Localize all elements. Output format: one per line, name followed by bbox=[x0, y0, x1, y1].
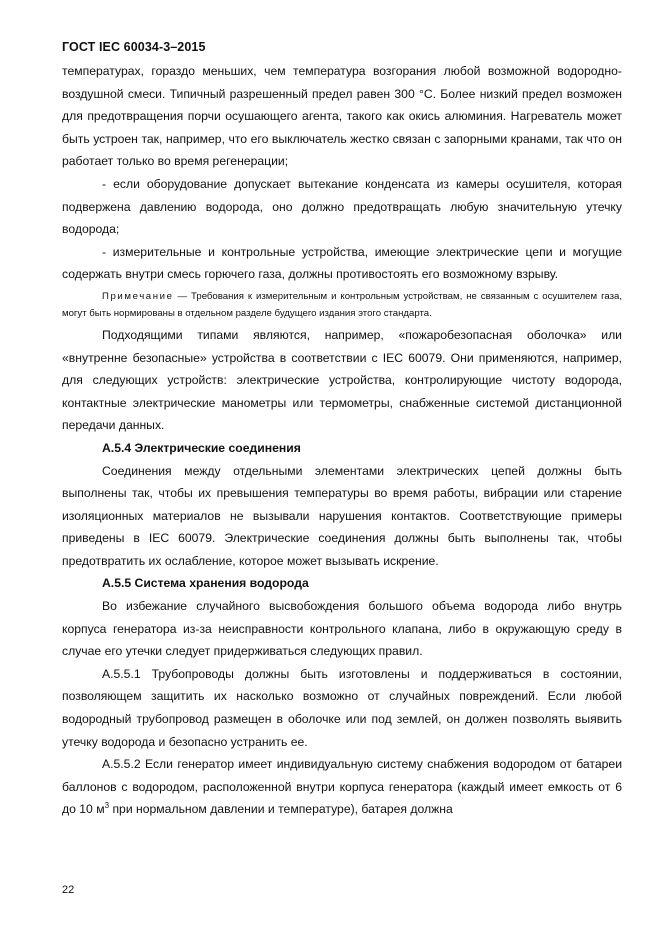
paragraph-7: А.5.5.1 Трубопроводы должны быть изготовлены и поддерживаться в состоянии, позволяющем защитить их насколько возможно от случайных повреждений. Если любой водородный трубопровод размещен в оболочке или под землей, он должен позволять выявить утечку водорода и безопасно устранить ее. bbox=[62, 666, 622, 749]
paragraph-2: - если оборудование допускает вытекание конденсата из камеры осушителя, которая подвержена давлению водорода, оно должно предотвращать любую значительную утечку водорода; bbox=[62, 176, 622, 237]
paragraph-4: Подходящими типами являются, например, «пожаробезопасная оболочка» или «внутренне безопасные» устройства в соответствии с IEC 60079. Они применяются, например, для следующих устройств: электрические устройства, контролирующие чистоту водорода, контактные электрические манометры или термометры, снабженные системой дистанционной передачи данных. bbox=[62, 327, 622, 433]
section-heading-a55: А.5.5 Система хранения водорода bbox=[102, 576, 309, 591]
note-label: Примечание bbox=[102, 290, 174, 302]
page-number: 22 bbox=[62, 884, 75, 896]
paragraph-8-text-b: при нормальном давлении и температуре), батарея должна bbox=[109, 802, 453, 817]
paragraph-8 bbox=[62, 753, 622, 821]
paragraph-8-text-a: А.5.5.2 Если генератор имеет индивидуальную систему снабжения водородом от батареи баллонов с водородом, расположенной внутри корпуса генератора (каждый имеет емкость от 6 до 10 м bbox=[62, 757, 622, 817]
note bbox=[62, 286, 622, 324]
note-text: — Требования к измерительным и контрольным устройствам, не связанным с осушителем газа, могут быть нормированы в отдельном разделе будущего издания этого стандарта. bbox=[62, 290, 622, 320]
paragraph-6: Во избежание случайного высвобождения большого объема водорода либо внутрь корпуса генератора из-за неисправности контрольного клапана, либо в окружающую среду в случае его утечки следует придерживаться следующих правил. bbox=[62, 599, 622, 659]
document-header: ГОСТ IEC 60034-3–2015 bbox=[62, 40, 206, 54]
paragraph-3: - измерительные и контрольные устройства, имеющие электрические цепи и могущие содержать внутри смесь горючего газа, должны противостоять его возможному взрыву. bbox=[62, 244, 622, 282]
paragraph-1: температурах, гораздо меньших, чем температура возгорания любой возможной водородно-воздушной смеси. Типичный разрешенный предел равен 300 °С. Более низкий предел возможен для предотвращения порчи осушающего агента, такого как окись алюминия. Нагреватель может быть устроен так, например, что его выключатель жестко связан с запорными кранами, так что он работает только во время регенерации; bbox=[62, 64, 622, 169]
paragraph-5: Соединения между отдельными элементами электрических цепей должны быть выполнены так, чтобы их превышения температуры во время работы, вибрации или старение изоляционных материалов не вызывали нарушения контактов. Соответствующие примеры приведены в IEC 60079. Электрические соединения должны быть выполнены так, чтобы предотвратить их ослабление, которое может вызывать искрение. bbox=[62, 463, 622, 568]
superscript-3: 3 bbox=[104, 801, 110, 811]
section-heading-a54: А.5.4 Электрические соединения bbox=[102, 440, 301, 455]
document-body bbox=[62, 60, 622, 821]
